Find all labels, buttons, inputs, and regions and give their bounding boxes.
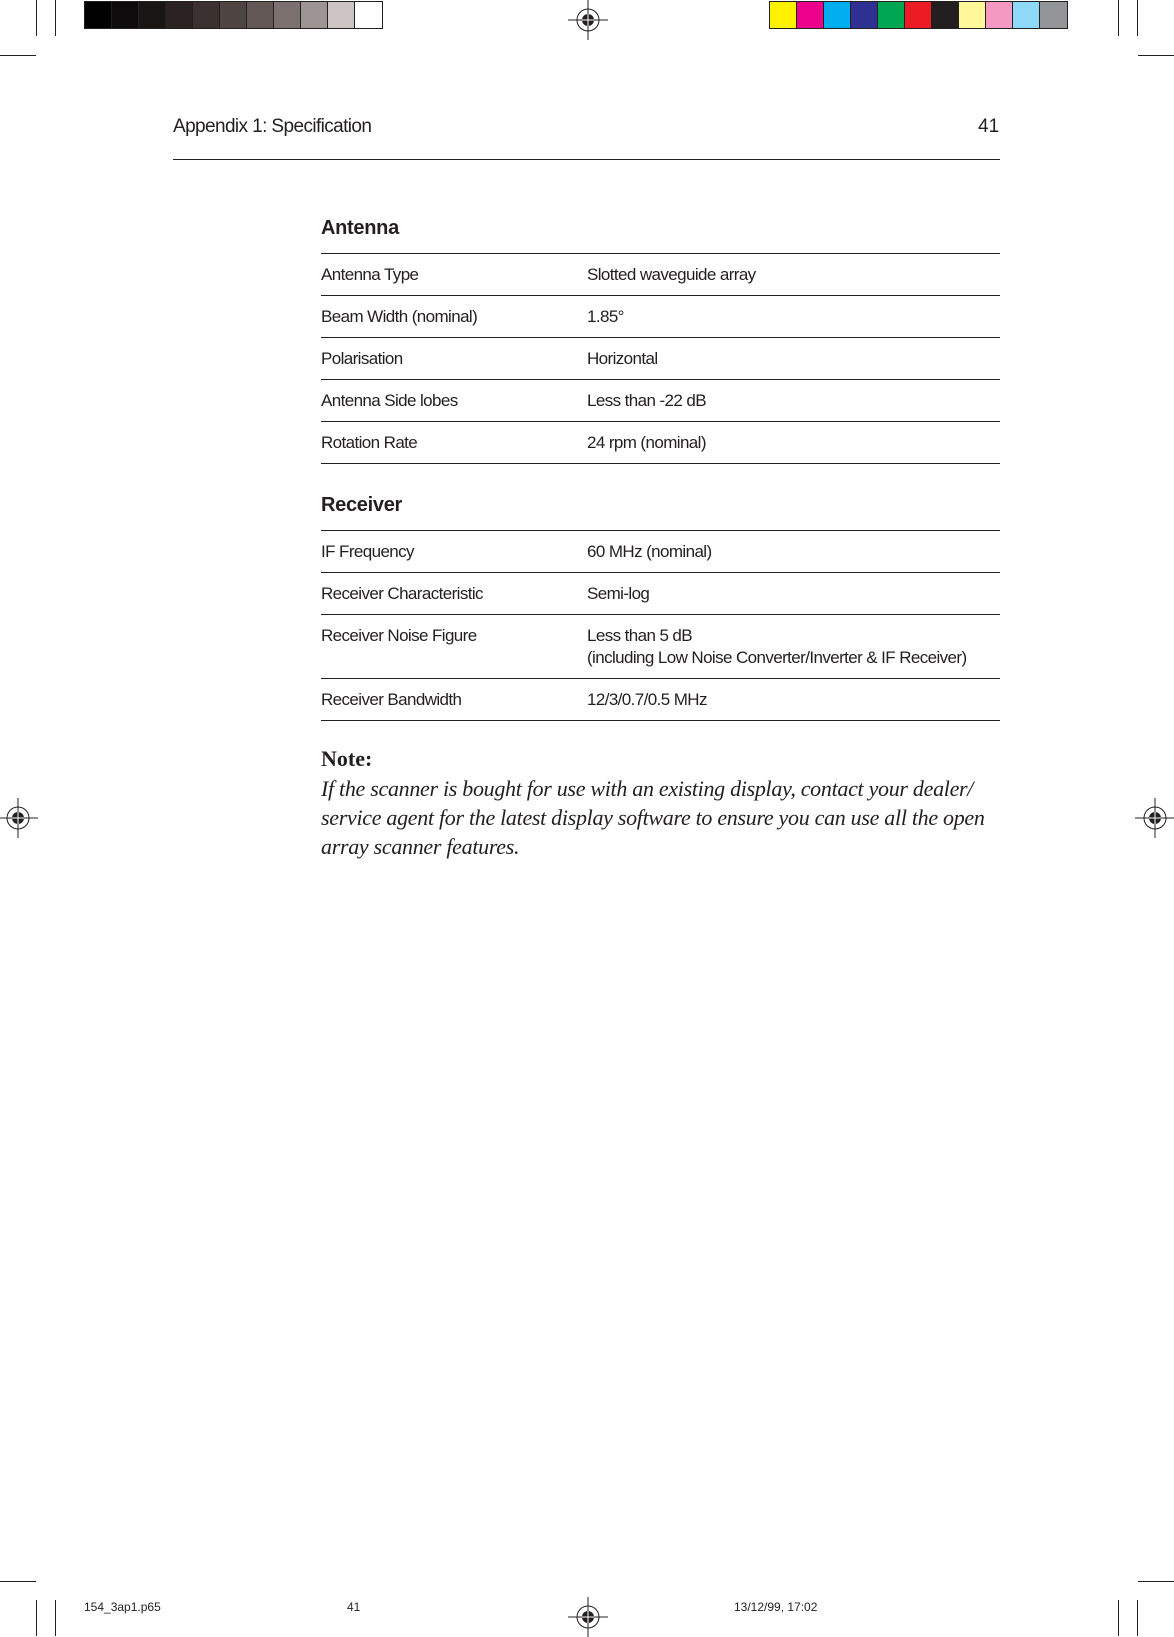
crop-mark xyxy=(1137,1600,1138,1636)
color-swatch xyxy=(220,2,247,28)
spec-value: Less than -22 dB xyxy=(587,391,706,410)
color-swatch xyxy=(905,2,932,28)
color-swatch xyxy=(959,2,986,28)
color-swatch xyxy=(247,2,274,28)
color-swatch xyxy=(986,2,1013,28)
color-swatch xyxy=(1040,2,1067,28)
spec-value: 60 MHz (nominal) xyxy=(587,542,712,561)
spec-label: Beam Width (nominal) xyxy=(321,307,478,326)
color-swatch xyxy=(112,2,139,28)
registration-mark-icon xyxy=(1135,798,1174,838)
page-header-title: Appendix 1: Specification xyxy=(173,116,372,137)
spec-label: Receiver Bandwidth xyxy=(321,690,462,709)
spec-label: Receiver Noise Figure xyxy=(321,626,477,645)
crop-mark xyxy=(1137,0,1138,36)
color-swatch xyxy=(878,2,905,28)
note-title: Note: xyxy=(321,746,373,771)
spec-label: Receiver Characteristic xyxy=(321,584,483,603)
spec-table xyxy=(321,253,1000,464)
spec-value-detail: (including Low Noise Converter/Inverter & IF Receiver) xyxy=(587,648,967,667)
color-swatch xyxy=(1013,2,1040,28)
antenna-section xyxy=(321,213,1000,464)
section-title: Antenna xyxy=(321,217,399,239)
color-swatch xyxy=(328,2,355,28)
registration-mark-icon xyxy=(0,798,38,838)
footer-timestamp: 13/12/99, 17:02 xyxy=(734,1600,818,1614)
crop-mark xyxy=(1118,1600,1119,1636)
process-color-bar xyxy=(769,1,1068,29)
spec-value: 24 rpm (nominal) xyxy=(587,433,706,452)
crop-mark xyxy=(1138,1581,1174,1582)
header-rule xyxy=(173,159,1000,160)
footer-file-name: 154_3ap1.p65 xyxy=(84,1600,161,1614)
spec-value: 1.85° xyxy=(587,307,624,326)
spec-label: Antenna Type xyxy=(321,265,419,284)
crop-mark xyxy=(0,1581,36,1582)
spec-label: Polarisation xyxy=(321,349,403,368)
note-line: service agent for the latest display software to ensure you can use all the open xyxy=(321,805,985,830)
table-row xyxy=(321,572,1000,614)
registration-mark-icon xyxy=(568,1597,608,1637)
crop-mark xyxy=(1138,55,1174,56)
table-row xyxy=(321,379,1000,421)
table-row xyxy=(321,678,1000,721)
table-row xyxy=(321,253,1000,295)
table-row xyxy=(321,421,1000,464)
color-swatch xyxy=(824,2,851,28)
color-swatch xyxy=(355,2,382,28)
table-row xyxy=(321,337,1000,379)
color-swatch xyxy=(193,2,220,28)
table-row xyxy=(321,530,1000,572)
color-swatch xyxy=(770,2,797,28)
spec-label: IF Frequency xyxy=(321,542,414,561)
crop-mark xyxy=(36,1600,37,1636)
spec-value: Slotted waveguide array xyxy=(587,265,756,284)
spec-value-group xyxy=(587,625,1000,669)
spec-value: 12/3/0.7/0.5 MHz xyxy=(587,690,707,709)
color-swatch xyxy=(139,2,166,28)
color-swatch xyxy=(851,2,878,28)
receiver-section xyxy=(321,490,1000,721)
color-swatch xyxy=(85,2,112,28)
note-block xyxy=(321,744,1011,861)
spec-value: Semi-log xyxy=(587,584,650,603)
table-row xyxy=(321,614,1000,678)
spec-label: Antenna Side lobes xyxy=(321,391,458,410)
color-swatch xyxy=(932,2,959,28)
crop-mark xyxy=(0,55,36,56)
crop-mark xyxy=(36,0,37,36)
registration-mark-icon xyxy=(568,0,608,40)
note-line: If the scanner is bought for use with an existing display, contact your dealer/ xyxy=(321,776,974,801)
table-row xyxy=(321,295,1000,337)
color-swatch xyxy=(797,2,824,28)
footer-page-number: 41 xyxy=(347,1600,361,1614)
page-number: 41 xyxy=(978,116,1000,137)
color-swatch xyxy=(274,2,301,28)
spec-table xyxy=(321,530,1000,721)
crop-mark xyxy=(1118,0,1119,36)
spec-value: Less than 5 dB xyxy=(587,626,693,645)
note-line: array scanner features. xyxy=(321,834,520,859)
color-swatch xyxy=(301,2,328,28)
color-swatch xyxy=(166,2,193,28)
grayscale-color-bar xyxy=(84,1,383,29)
spec-label: Rotation Rate xyxy=(321,433,418,452)
section-title: Receiver xyxy=(321,494,402,516)
spec-value: Horizontal xyxy=(587,349,658,368)
crop-mark xyxy=(55,1600,56,1636)
crop-mark xyxy=(55,0,56,36)
